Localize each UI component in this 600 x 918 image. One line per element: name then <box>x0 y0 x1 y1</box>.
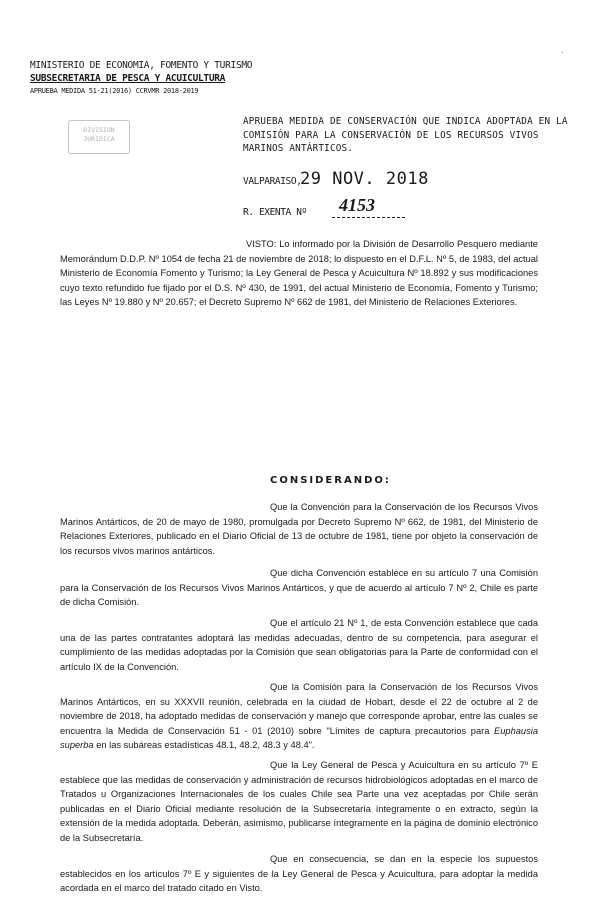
paragraph-text: Vivos Marinos Antárticos, de 20 de mayo de 1980, promulgada por Decreto Supremo Nº 662, de 1981, del Ministerio de Relaciones Exteriores, publicado en el Diario Oficial de 13 de octubre de 1981, tiene por objeto la conservación de los recursos vivos marinos antárticos. <box>60 502 538 556</box>
paragraph-lead: Que la Convención para la Conservación de los Recursos <box>270 502 513 512</box>
visto-text: Lo informado por la División de Desarrollo Pesquero mediante Memorándum D.D.P. Nº 1054 de fecha 21 de noviembre de 2018; lo dispuesto en el D.F.L. Nº 5, de 1983, del actual Ministerio de Economía Fomento y Turismo; la Ley General de Pesca y Acuicultura Nº 18.892 y sus modificaciones cuyo texto refundido fue fijado por el D.S. Nº 430, de 1991, del actual Ministerio de Economía, Fomento y Turismo; las Leyes Nº 19.880 y Nº 20.657; el Decreto Supremo Nº 662 de 1981, del Ministerio de Relaciones Exteriores. <box>60 239 538 308</box>
stamp-line: JURIDICA <box>83 135 115 143</box>
resolution-label: R. EXENTA Nº <box>243 207 307 218</box>
scan-mark <box>562 52 563 53</box>
subsecretaria-name: SUBSECRETARIA DE PESCA Y ACUICULTURA <box>30 73 226 84</box>
paragraph-lead: Que en consecuencia, se dan en la especie los supuestos <box>270 854 538 864</box>
paragraph-text: en las subáreas estadísticas 48.1, 48.2, 48.3 y 48.4". <box>96 740 315 751</box>
paragraph-lead: Que la Ley General de Pesca y Acuicultura en su artículo <box>270 760 516 770</box>
considerando-paragraph <box>60 616 538 674</box>
resolution-subject: APRUEBA MEDIDA DE CONSERVACIÓN QUE INDICA ADOPTADA EN LA COMISIÓN PARA LA CONSERVACIÓN DE LOS RECURSOS VIVOS MARINOS ANTÁRTICOS. <box>243 116 568 154</box>
considerando-heading: CONSIDERANDO: <box>270 475 391 486</box>
stamp-line: DIVISION <box>83 126 115 134</box>
paragraph-text: Marinos Antárticos, en su XXXVII reunión, celebrada en la ciudad de Hobart, desde el 22 de octubre al 2 de noviembre de 2018, ha adoptado medidas de conservación y manejo que corresponde aprobar, entre las cuales se encuentra la Medida de Conservación 51 - 01 (2010) sobre "Límites de captura precautorios para <box>60 696 538 736</box>
header-reference: APRUEBA MEDIDA 51-21(2016) CCRVMR 2018-2019 <box>30 87 199 95</box>
paragraph-text: establecidos en los artículos 7º E y siguientes de la Ley General de Pesca y Acuicultura, para adoptar la medida acordada en el marco del tratado citado en Visto. <box>60 868 538 894</box>
considerando-paragraph <box>60 680 538 753</box>
paragraph-text: cada una de las partes contratantes adoptará las medidas adecuadas, dentro de su competencia, para asegurar el cumplimiento de las medidas adoptadas por la Comisión que sean obligatorias para la Parte de conformidad con el artículo IX de la Convención. <box>60 618 538 672</box>
considerando-paragraph <box>60 852 538 896</box>
paragraph-lead: Que el artículo 21 Nº 1, de esta Convención establece que <box>270 618 515 628</box>
considerando-paragraph <box>60 566 538 610</box>
paragraph-lead: Que dicha Convención establece en su artículo 7 una <box>270 568 496 578</box>
paragraph-text: 7º E establece que las medidas de conservación y administración de recursos hidrobiológicos adoptadas en el marco de Tratados u Organizaciones Internacionales de los cuales Chile sea Parte una vez aceptadas por Chile serán publicadas en el Diario Oficial mediante resolución de la Subsecretaría íntegramente o en extracto, según la extensión de la medida adoptada. Deberán, asimismo, publicarse íntegramente en la página de dominio electrónico de la Subsecretaría. <box>60 760 538 843</box>
visto-paragraph <box>60 237 538 310</box>
visto-lead: VISTO: <box>246 239 277 249</box>
paragraph-text: Comisión para la Conservación de los Recursos Vivos Marinos Antárticos, y que de acuerdo al artículo 7 Nº 2, Chile es parte de dicha Comisión. <box>60 568 538 608</box>
place-label: VALPARAISO, <box>243 176 302 187</box>
considerando-paragraph <box>60 500 538 558</box>
division-stamp <box>68 120 130 154</box>
paragraph-lead: Que la Comisión para la Conservación de los Recursos Vivos <box>270 682 538 692</box>
resolution-date: 29 NOV. 2018 <box>300 169 429 189</box>
resolution-number: 4153 <box>339 195 375 215</box>
species-name: Euphausia superba <box>60 725 538 751</box>
considerando-paragraph <box>60 758 538 846</box>
resolution-underline <box>332 217 405 218</box>
ministry-name: MINISTERIO DE ECONOMIA, FOMENTO Y TURISMO <box>30 60 253 71</box>
